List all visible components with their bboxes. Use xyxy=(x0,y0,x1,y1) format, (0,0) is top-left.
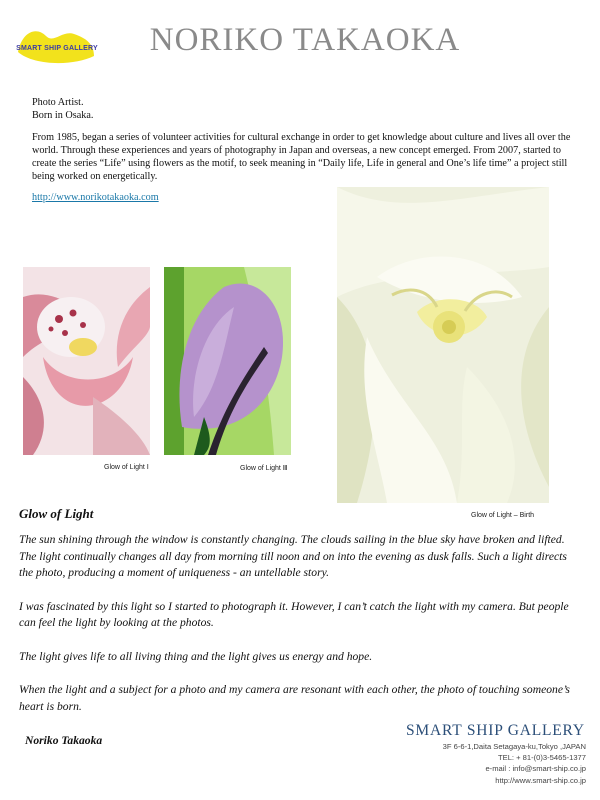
photo3-caption: Glow of Light – Birth xyxy=(471,512,535,519)
gallery-contact xyxy=(336,741,586,786)
essay-title: Glow of Light xyxy=(19,506,94,521)
artist-bio: From 1985, began a series of volunteer activities for cultural exchange in order to get knowledge about culture and lives all over the world. Through these experiences and years of photography in Japan and overseas, a new concept emerged. From 2007, started to create the series “Life” using flowers as the motif, to seek meaning in “Daily life, Life in general and One’s life time” a project still being worked on energetically. xyxy=(32,132,571,182)
white-flower-photo xyxy=(337,187,549,503)
gallery-phone: TEL: + 81-(0)3-5465-1377 xyxy=(497,753,586,763)
gallery-url[interactable]: http://www.smart-ship.co.jp xyxy=(495,775,586,785)
essay-paragraph: The light gives life to all living thing and the light gives us energy and hope. xyxy=(19,649,373,663)
essay-body xyxy=(19,532,581,732)
artist-birthplace: Born in Osaka. xyxy=(32,110,94,121)
gallery-address: 3F 6-6-1,Daita Setagaya-ku,Tokyo ,JAPAN xyxy=(442,742,586,751)
essay-paragraph: When the light and a subject for a photo and my camera are resonant with each other, the photo of touching someone’s heart is born. xyxy=(19,683,570,713)
essay-paragraph: I was fascinated by this light so I started to photograph it. However, I can’t catch the light with my camera. But people can feel the light by looking at the photos. xyxy=(19,599,569,629)
photo2-caption: Glow of Light Ⅲ xyxy=(240,465,288,472)
essay-paragraph: The sun shining through the window is constantly changing. The clouds sailing in the blue sky have broken and lifted. The light continually changes all day from morning till noon and on into the evening as dusk falls. Such a light directs the photo, producing a moment of uniqueness - an untellable story. xyxy=(19,533,567,579)
anthurium-photo xyxy=(164,267,291,455)
author-signature: Noriko Takaoka xyxy=(25,734,103,747)
orchid-photo xyxy=(23,267,150,455)
page-title: NORIKO TAKAOKA xyxy=(149,22,461,58)
photo1-caption: Glow of Light Ⅰ xyxy=(104,464,149,471)
gallery-name: SMART SHIP GALLERY xyxy=(406,722,585,739)
logo-text: SMART SHIP GALLERY xyxy=(16,45,98,52)
gallery-email[interactable]: e-mail : info@smart-ship.co.jp xyxy=(485,764,586,774)
artist-role: Photo Artist. xyxy=(32,97,84,108)
website-link[interactable]: http://www.norikotakaoka.com xyxy=(32,192,159,203)
